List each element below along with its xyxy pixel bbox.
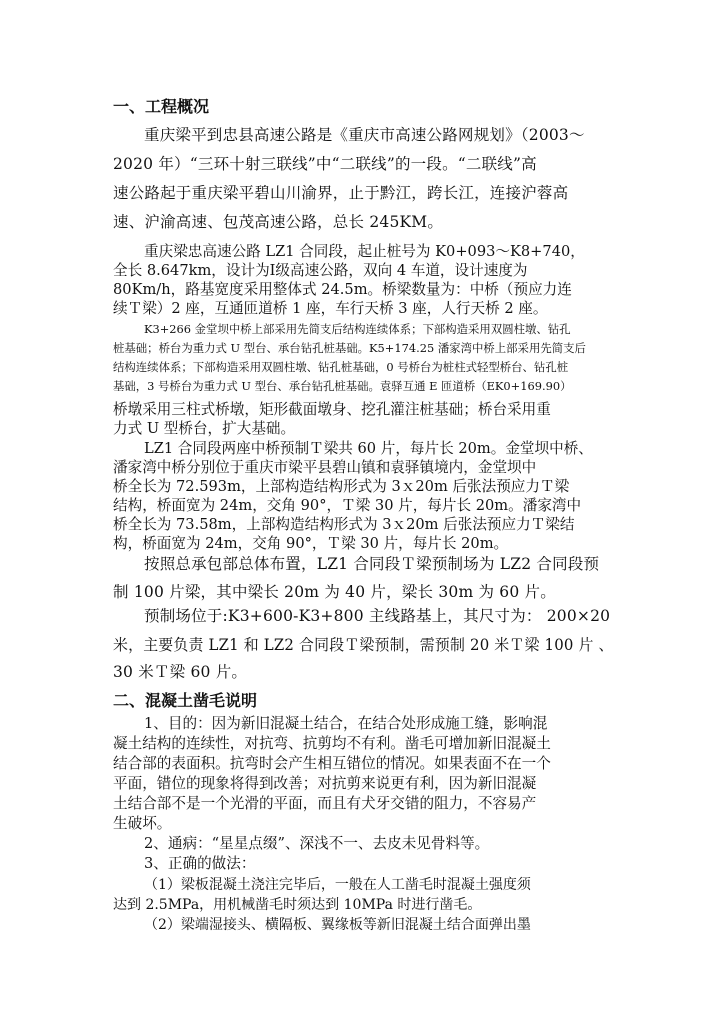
paragraph-line: 重庆梁平到忠县高速公路是《重庆市高速公路网规划》（2003～ [144, 126, 585, 144]
paragraph-line: 速公路起于重庆梁平碧山川渝界，止于黔江，跨长江，连接沪蓉高 [113, 184, 569, 202]
paragraph-line: 桥全长为 73.58m，上部构造结构形式为 3ｘ20m 后张法预应力Ｔ梁结 [113, 516, 575, 533]
paragraph-line: 续Ｔ梁）2 座，互通匝道桥 1 座，车行天桥 3 座，人行天桥 2 座。 [113, 300, 548, 317]
paragraph-line: 潘家湾中桥分别位于重庆市梁平县碧山镇和袁驿镇境内，金堂坝中 [113, 459, 537, 476]
paragraph-line: 结合部的表面积。抗弯时会产生相互错位的情况。如果表面不在一个 [113, 755, 551, 772]
paragraph-line: 80Km/h，路基宽度采用整体式 24.5m。桥梁数量为：中桥（预应力连 [113, 281, 572, 298]
paragraph-line-small: 基础，3 号桥台为重力式 U 型台、承台钻孔桩基础。袁驿互通 E 匝道桥（EK0+169.90） [113, 379, 572, 393]
paragraph-line: 2020 年）“三环十射三联线”中“二联线”的一段。“二联线”高 [113, 155, 537, 173]
paragraph-line: 达到 2.5MPa，用机械凿毛时须达到 10MPa 时进行凿毛。 [113, 897, 482, 913]
section-1-title: 一、工程概况 [113, 97, 210, 116]
paragraph-line-small: 结构连续体系；下部构造采用双圆柱墩、钻孔桩基础，0 号桥台为桩柱式轻型桥台、钻孔桩 [113, 360, 569, 374]
paragraph-line: 预制场位于:K3+600-K3+800 主线路基上，其尺寸为： 200×20 [144, 607, 611, 625]
section-2-title: 二、混凝土凿毛说明 [113, 691, 258, 710]
paragraph-line: 桥墩采用三柱式桥墩，矩形截面墩身、挖孔灌注桩基础；桥台采用重 [113, 401, 551, 418]
paragraph-line: 按照总承包部总体布置，LZ1 合同段Ｔ梁预制场为 LZ2 合同段预 [144, 555, 600, 573]
paragraph-line: 速、沪渝高速、包茂高速公路，总长 245KM。 [113, 213, 444, 231]
paragraph-line: 1、目的：因为新旧混凝土结合，在结合处形成施工缝，影响混 [144, 715, 548, 732]
paragraph-line: 全长 8.647km，设计为Ⅰ级高速公路，双向 4 车道，设计速度为 [113, 262, 528, 279]
paragraph-line: LZ1 合同段两座中桥预制Ｔ梁共 60 片，每片长 20m。金堂坝中桥、 [144, 440, 593, 457]
paragraph-line: 30 米Ｔ梁 60 片。 [113, 663, 248, 681]
paragraph-line: 制 100 片梁，其中梁长 20m 为 40 片，梁长 30m 为 60 片。 [113, 583, 556, 601]
paragraph-line: （1）梁板混凝土浇注完毕后，一般在人工凿毛时混凝土强度须 [144, 877, 531, 893]
paragraph-line: 凝土结构的连续性，对抗弯、抗剪均不有利。凿毛可增加新旧混凝土 [113, 735, 551, 752]
paragraph-line-small: K3+266 金堂坝中桥上部采用先简支后结构连续体系；下部构造采用双圆柱墩、钻孔 [144, 322, 571, 336]
paragraph-line: 重庆梁忠高速公路 LZ1 合同段，起止桩号为 K0+093～K8+740， [144, 243, 585, 260]
paragraph-line: 构，桥面宽为 24m，交角 90°，Ｔ梁 30 片，每片长 20m。 [113, 535, 509, 552]
paragraph-line: 生破坏。 [113, 815, 172, 832]
paragraph-line: 米，主要负责 LZ1 和 LZ2 合同段Ｔ梁预制，需预制 20 米Ｔ梁 100 片 、 [113, 636, 614, 654]
paragraph-line: 3、正确的做法： [144, 855, 256, 872]
paragraph-line: （2）梁端湿接头、横隔板、翼缘板等新旧混凝土结合面弹出墨 [144, 917, 531, 933]
paragraph-line: 桥全长为 72.593m，上部构造结构形式为 3ｘ20m 后张法预应力Ｔ梁 [113, 478, 570, 495]
paragraph-line: 2、通病：“星星点缀”、深浅不一、去皮未见骨料等。 [144, 835, 490, 852]
paragraph-line: 结构，桥面宽为 24m，交角 90°，Ｔ梁 30 片，每片长 20m。潘家湾中 [113, 497, 582, 514]
paragraph-line-small: 桩基础；桥台为重力式 U 型台、承台钻孔桩基础。K5+174.25 潘家湾中桥上部采用先简支后 [113, 341, 586, 355]
paragraph-line: 平面，错位的现象将得到改善；对抗剪来说更有利，因为新旧混凝 [113, 775, 537, 792]
paragraph-line: 土结合部不是一个光滑的平面，而且有犬牙交错的阻力，不容易产 [113, 795, 537, 812]
paragraph-line: 力式 U 型桥台，扩大基础。 [113, 420, 296, 437]
